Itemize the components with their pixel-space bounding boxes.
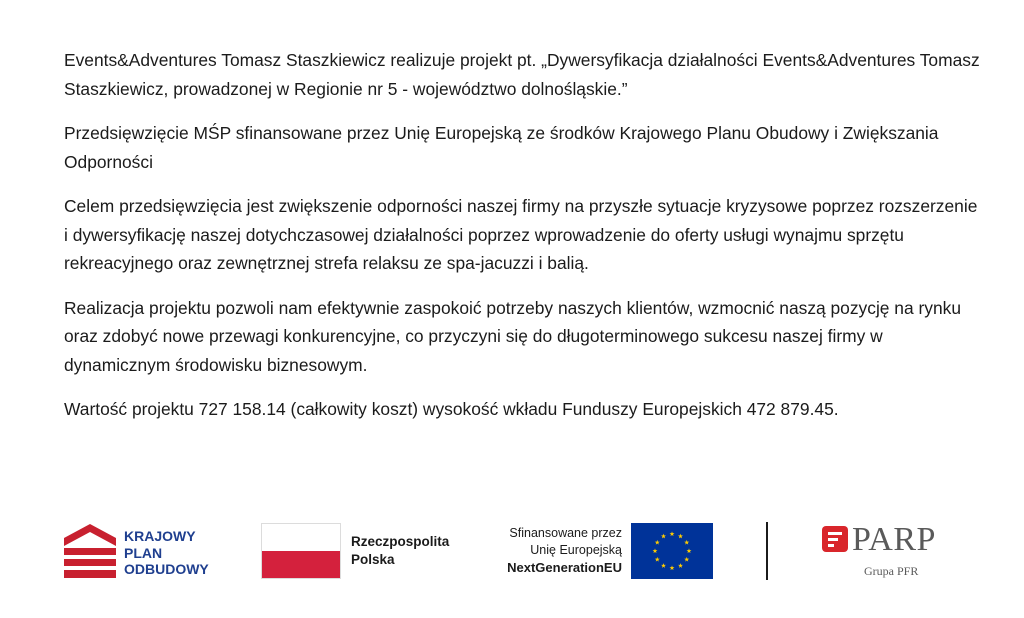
eu-line-1: Sfinansowane przez — [509, 526, 622, 540]
paragraph-goal: Celem przedsięwzięcia jest zwiększenie odporności naszej firmy na przyszłe sytuacje kryzysowe poprzez rozszerzenie i dywersyfikację naszej dotychczasowej działalności poprzez wprowadzenie do oferty usługi wynajmu sprzętu rekreacyjnego oraz zewnętrznej strefa relaksu ze spa-jacuzzi i balią. — [64, 196, 978, 273]
paragraph-project-intro: Events&Adventures Tomasz Staszkiewicz realizuje projekt pt. „Dywersyfikacja działalności Events&Adventures Tomasz Staszkiewicz, prowadzonej w Regionie nr 5 - województwo dolnośląskie.” — [64, 50, 980, 99]
kpo-line-1: KRAJOWY — [124, 528, 196, 544]
logo-divider — [766, 522, 768, 580]
eu-line-2: Unię Europejską — [530, 543, 622, 557]
eu-star-icon — [684, 540, 689, 545]
kpo-mark-icon — [64, 524, 116, 578]
eu-stars-icon — [631, 523, 713, 579]
kpo-logo-text — [124, 528, 209, 578]
parp-subtitle: Grupa PFR — [864, 564, 919, 578]
eu-logo — [482, 523, 717, 581]
eu-star-icon — [655, 540, 660, 545]
eu-star-icon — [661, 534, 666, 539]
poland-flag-icon — [261, 523, 341, 579]
poland-logo-text — [351, 533, 449, 569]
announcement-text — [64, 46, 984, 440]
parp-mark-icon — [822, 526, 848, 552]
parp-logo — [820, 520, 960, 582]
poland-line-1: Rzeczpospolita — [351, 534, 450, 549]
eu-logo-text — [507, 525, 622, 576]
eu-star-icon — [687, 548, 692, 553]
eu-line-3: NextGenerationEU — [507, 560, 622, 575]
kpo-line-2: PLAN — [124, 544, 163, 561]
paragraph-project-value: Wartość projektu 727 158.14 (całkowity koszt) wysokość wkładu Funduszy Europejskich 472 879.45. — [64, 399, 839, 419]
poland-logo — [261, 523, 461, 581]
kpo-logo — [64, 520, 239, 582]
eu-star-icon — [678, 563, 683, 568]
eu-star-icon — [670, 531, 675, 536]
parp-name: PARP — [852, 521, 936, 558]
kpo-line-3: ODBUDOWY — [124, 561, 209, 577]
eu-star-icon — [684, 557, 689, 562]
eu-star-icon — [653, 548, 658, 553]
eu-star-icon — [661, 563, 666, 568]
eu-flag-icon — [631, 523, 713, 579]
eu-star-icon — [655, 557, 660, 562]
eu-star-icon — [678, 534, 683, 539]
poland-line-2: Polska — [351, 552, 395, 567]
paragraph-funding: Przedsięwzięcie MŚP sfinansowane przez Unię Europejską ze środków Krajowego Planu Obudowy i Zwiększania Odporności — [64, 123, 939, 172]
paragraph-benefits: Realizacja projektu pozwoli nam efektywnie zaspokoić potrzeby naszych klientów, wzmocnić naszą pozycję na rynku oraz zdobyć nowe przewagi konkurencyjne, co przyczyni się do długoterminowego sukcesu naszej firmy w dynamicznym środowisku biznesowym. — [64, 297, 962, 375]
eu-star-icon — [670, 565, 675, 570]
funding-logos-bar — [0, 514, 1024, 588]
